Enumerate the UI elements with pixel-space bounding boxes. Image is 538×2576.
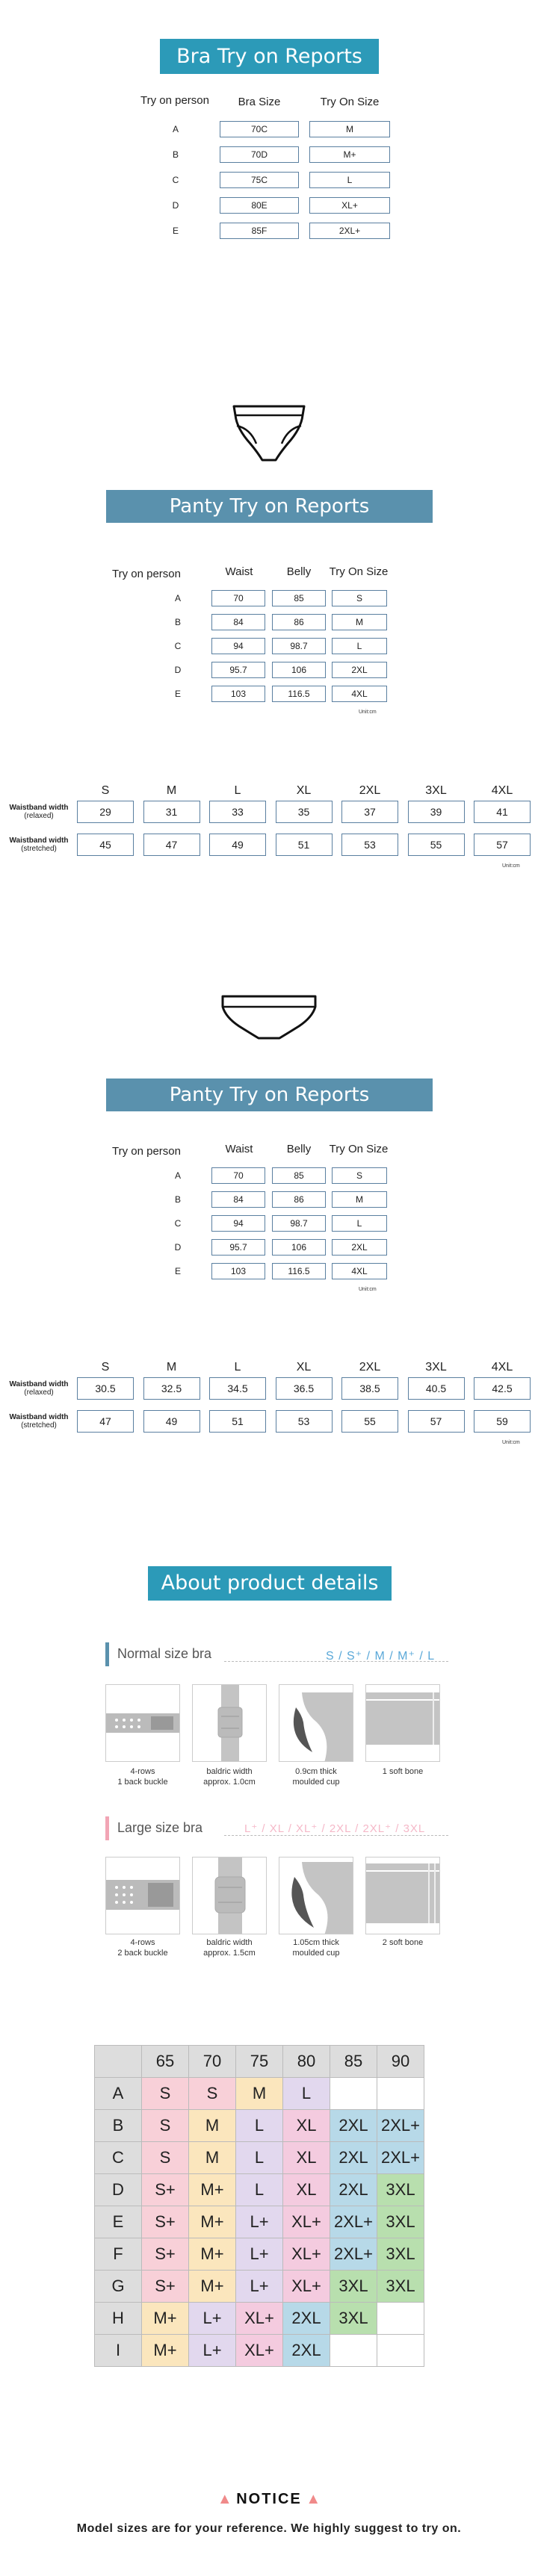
- size-grid-cell: XL: [283, 2142, 330, 2174]
- panty2-relaxed-cell: 34.5: [209, 1377, 266, 1400]
- size-grid-cell: M: [189, 2142, 236, 2174]
- size-grid-cell: 2XL+: [330, 2238, 377, 2271]
- size-grid-cell: L: [236, 2110, 283, 2142]
- size-grid-cell: M+: [142, 2303, 189, 2335]
- bra-size-cell: 75C: [220, 172, 299, 188]
- panty1-belly-cell: 85: [272, 590, 326, 606]
- size-grid-band-header: 85: [330, 2046, 377, 2078]
- panty2-header-person: Try on person: [112, 1145, 181, 1158]
- panty2-size-header: XL: [296, 1361, 312, 1374]
- panty1-stretched-cell: 45: [77, 834, 134, 856]
- panty1-belly-cell: 86: [272, 614, 326, 630]
- panty1-header-belly: Belly: [286, 565, 312, 578]
- panty2-stretched-cell: 47: [77, 1410, 134, 1433]
- large-soft-bone-image: [365, 1857, 440, 1934]
- panty1-try-on-cell: 4XL: [332, 686, 387, 702]
- size-grid-cell: XL+: [236, 2335, 283, 2367]
- panty2-unit-label-2: Unit:cm: [502, 1440, 520, 1445]
- large-bra-divider: [224, 1835, 448, 1836]
- normal-bra-accent-bar: [105, 1642, 109, 1666]
- large-caption-4: 2 soft bone: [382, 1938, 424, 1947]
- size-grid-row: [95, 2238, 424, 2271]
- bra-report-title: Bra Try on Reports: [176, 45, 362, 68]
- size-grid-cell: 3XL: [377, 2174, 424, 2206]
- size-grid-cell: L+: [189, 2335, 236, 2367]
- panty2-relaxed-cell: 36.5: [276, 1377, 333, 1400]
- panty1-waist-cell: 84: [211, 614, 265, 630]
- large-bra-accent-bar: [105, 1816, 109, 1840]
- size-grid-cell: L: [236, 2142, 283, 2174]
- bra-size-cell: 80E: [220, 197, 299, 214]
- normal-bra-sizes: S / S⁺ / M / M⁺ / L: [326, 1650, 436, 1663]
- size-grid-cell: S: [142, 2078, 189, 2110]
- panty2-waist-cell: 95.7: [211, 1239, 265, 1256]
- row-label-line: Waistband width: [9, 804, 69, 812]
- size-grid-cup-label: B: [95, 2110, 142, 2142]
- panty1-stretched-cell: 53: [341, 834, 398, 856]
- size-grid-cell: 2XL+: [330, 2206, 377, 2238]
- size-grid-cell: S: [142, 2110, 189, 2142]
- panty1-waist-cell: 94: [211, 638, 265, 654]
- brief-panty-icon: [228, 399, 310, 466]
- product-details-title: About product details: [161, 1571, 379, 1595]
- bra-person-label: A: [172, 124, 179, 134]
- row-label-line: (stretched): [21, 845, 57, 853]
- size-grid-cell: XL+: [283, 2206, 330, 2238]
- panty-report-title-2: Panty Try on Reports: [169, 1084, 370, 1106]
- size-grid-cell: XL+: [283, 2238, 330, 2271]
- panty2-try-on-cell: 2XL: [332, 1239, 387, 1256]
- size-grid-cup-label: F: [95, 2238, 142, 2271]
- row-label-line: Waistband width: [9, 837, 69, 845]
- panty2-person-label: C: [174, 1218, 182, 1229]
- panty1-waist-cell: 95.7: [211, 662, 265, 678]
- panty1-waist-cell: 70: [211, 590, 265, 606]
- size-grid-cell: [377, 2078, 424, 2110]
- row-label-line: Waistband width: [9, 1413, 69, 1421]
- panty2-size-header: 3XL: [425, 1361, 447, 1374]
- large-bra-label: Large size bra: [117, 1820, 203, 1835]
- warning-icon: ▲: [217, 2491, 232, 2507]
- bra-header-person: Try on person: [140, 94, 209, 107]
- normal-bra-label: Normal size bra: [117, 1646, 212, 1661]
- panty2-size-header: M: [166, 1361, 177, 1374]
- panty1-size-header: S: [101, 784, 110, 797]
- panty1-size-header: 3XL: [425, 784, 447, 797]
- row-label-line: (relaxed): [24, 812, 54, 820]
- panty2-relaxed-label: [3, 1380, 75, 1397]
- panty2-stretched-label: [3, 1413, 75, 1430]
- panty1-try-on-cell: M: [332, 614, 387, 630]
- size-grid-cell: M+: [142, 2335, 189, 2367]
- size-grid-cell: 2XL: [283, 2335, 330, 2367]
- panty2-waist-cell: 84: [211, 1191, 265, 1208]
- panty1-stretched-cell: 49: [209, 834, 266, 856]
- normal-back-buckle-image: [105, 1684, 180, 1762]
- size-grid-cell: [330, 2078, 377, 2110]
- panty2-relaxed-cell: 42.5: [474, 1377, 531, 1400]
- size-grid-cell: S+: [142, 2174, 189, 2206]
- panty1-size-header: 4XL: [491, 784, 513, 797]
- size-grid-row: [95, 2206, 424, 2238]
- panty2-person-label: D: [174, 1242, 182, 1253]
- panty2-belly-cell: 116.5: [272, 1263, 326, 1279]
- size-grid-cell: M: [189, 2110, 236, 2142]
- panty2-belly-cell: 86: [272, 1191, 326, 1208]
- size-grid-cell: L: [283, 2078, 330, 2110]
- notice-heading: [0, 2491, 538, 2508]
- bra-report-banner: [160, 39, 379, 74]
- panty2-stretched-cell: 57: [408, 1410, 465, 1433]
- size-grid-cell: L: [236, 2174, 283, 2206]
- panty1-stretched-cell: 55: [408, 834, 465, 856]
- size-grid-band-header: 90: [377, 2046, 424, 2078]
- size-grid-cup-label: G: [95, 2271, 142, 2303]
- panty2-size-header: 4XL: [491, 1361, 513, 1374]
- panty2-header-try-on-size: Try On Size: [329, 1143, 389, 1155]
- size-grid-cell: [330, 2335, 377, 2367]
- panty1-relaxed-cell: 29: [77, 801, 134, 823]
- size-grid-cup-label: C: [95, 2142, 142, 2174]
- panty1-size-header: L: [234, 784, 241, 797]
- panty1-size-header: 2XL: [359, 784, 381, 797]
- size-grid-cell: 2XL: [330, 2142, 377, 2174]
- boyshort-panty-icon: [217, 992, 321, 1043]
- row-label-line: (stretched): [21, 1421, 57, 1430]
- panty2-waist-cell: 103: [211, 1263, 265, 1279]
- panty2-person-label: E: [174, 1266, 181, 1276]
- panty1-relaxed-cell: 39: [408, 801, 465, 823]
- panty2-relaxed-cell: 32.5: [143, 1377, 200, 1400]
- panty2-stretched-cell: 51: [209, 1410, 266, 1433]
- panty2-try-on-cell: L: [332, 1215, 387, 1232]
- size-grid-cell: XL: [283, 2174, 330, 2206]
- bra-try-on-cell: XL+: [309, 197, 390, 214]
- notice-title: NOTICE: [236, 2491, 302, 2507]
- panty2-try-on-cell: M: [332, 1191, 387, 1208]
- panty2-stretched-cell: 53: [276, 1410, 333, 1433]
- bra-size-cell: 85F: [220, 223, 299, 239]
- size-grid-cup-label: H: [95, 2303, 142, 2335]
- panty2-header-waist: Waist: [225, 1143, 253, 1155]
- size-grid-row: [95, 2335, 424, 2367]
- panty1-stretched-cell: 57: [474, 834, 531, 856]
- size-grid-cell: M+: [189, 2271, 236, 2303]
- size-grid-corner: [95, 2046, 142, 2078]
- large-baldric-image: [192, 1857, 267, 1934]
- panty2-belly-cell: 85: [272, 1167, 326, 1184]
- panty2-stretched-cell: 49: [143, 1410, 200, 1433]
- product-details-banner: [148, 1566, 392, 1601]
- bra-size-grid: [94, 2045, 424, 2367]
- warning-icon: ▲: [306, 2491, 321, 2507]
- size-grid-cell: S+: [142, 2238, 189, 2271]
- size-grid-cell: M+: [189, 2174, 236, 2206]
- size-grid-cell: 3XL: [377, 2206, 424, 2238]
- panty1-belly-cell: 98.7: [272, 638, 326, 654]
- size-grid-cell: XL: [283, 2110, 330, 2142]
- bra-size-cell: 70C: [220, 121, 299, 137]
- size-grid-cell: XL+: [283, 2271, 330, 2303]
- normal-caption-4: 1 soft bone: [382, 1767, 424, 1776]
- panty2-stretched-cell: 59: [474, 1410, 531, 1433]
- size-grid-cell: 3XL: [330, 2271, 377, 2303]
- bra-header-bra-size: Bra Size: [238, 96, 281, 108]
- bra-size-cell: 70D: [220, 146, 299, 163]
- size-grid-row: [95, 2303, 424, 2335]
- size-grid-band-header: 65: [142, 2046, 189, 2078]
- panty1-stretched-cell: 51: [276, 834, 333, 856]
- large-caption-1: 4-rows 2 back buckle: [117, 1938, 168, 1958]
- bra-try-on-cell: M+: [309, 146, 390, 163]
- panty1-unit-label-2: Unit:cm: [502, 863, 520, 869]
- panty2-person-label: B: [174, 1194, 181, 1205]
- bra-header-try-on-size: Try On Size: [320, 96, 380, 108]
- normal-caption-1: 4-rows 1 back buckle: [117, 1767, 168, 1787]
- normal-soft-bone-image: [365, 1684, 440, 1762]
- normal-caption-2: baldric width approx. 1.0cm: [203, 1767, 256, 1787]
- size-grid-cell: 3XL: [377, 2238, 424, 2271]
- panty1-person-label: D: [174, 665, 182, 675]
- panty1-relaxed-cell: 35: [276, 801, 333, 823]
- panty2-header-belly: Belly: [286, 1143, 312, 1155]
- panty1-person-label: A: [174, 593, 181, 603]
- panty1-size-header: XL: [296, 784, 312, 797]
- row-label-line: (relaxed): [24, 1388, 54, 1397]
- panty2-waist-cell: 70: [211, 1167, 265, 1184]
- size-grid-band-header: 70: [189, 2046, 236, 2078]
- panty1-stretched-label: [3, 837, 75, 853]
- panty2-waist-cell: 94: [211, 1215, 265, 1232]
- panty2-size-header: S: [101, 1361, 110, 1374]
- size-grid-cup-label: D: [95, 2174, 142, 2206]
- size-grid-band-header: 75: [236, 2046, 283, 2078]
- large-back-buckle-image: [105, 1857, 180, 1934]
- size-grid-cell: [377, 2303, 424, 2335]
- normal-moulded-cup-image: [279, 1684, 353, 1762]
- size-grid-cell: L+: [189, 2303, 236, 2335]
- normal-caption-3: 0.9cm thick moulded cup: [292, 1767, 340, 1787]
- panty-report-banner-2: [106, 1078, 433, 1111]
- size-grid-cell: M+: [189, 2238, 236, 2271]
- panty1-size-header: M: [166, 784, 177, 797]
- large-caption-3: 1.05cm thick moulded cup: [292, 1938, 340, 1958]
- notice-text: Model sizes are for your reference. We highly suggest to try on.: [76, 2522, 462, 2535]
- panty2-try-on-cell: 4XL: [332, 1263, 387, 1279]
- size-grid-cup-label: E: [95, 2206, 142, 2238]
- panty1-header-waist: Waist: [225, 565, 253, 578]
- panty1-relaxed-cell: 41: [474, 801, 531, 823]
- panty1-stretched-cell: 47: [143, 834, 200, 856]
- panty1-relaxed-cell: 37: [341, 801, 398, 823]
- panty1-relaxed-label: [3, 804, 75, 820]
- large-caption-2: baldric width approx. 1.5cm: [203, 1938, 256, 1958]
- size-grid-cell: S+: [142, 2271, 189, 2303]
- size-grid-cell: L+: [236, 2206, 283, 2238]
- size-grid-cell: 2XL: [330, 2174, 377, 2206]
- size-grid-row: [95, 2174, 424, 2206]
- bra-person-label: C: [172, 175, 179, 185]
- panty2-size-header: L: [234, 1361, 241, 1374]
- bra-try-on-cell: L: [309, 172, 390, 188]
- panty1-belly-cell: 106: [272, 662, 326, 678]
- size-grid-row: [95, 2142, 424, 2174]
- size-grid-row: [95, 2078, 424, 2110]
- size-grid-cell: S: [142, 2142, 189, 2174]
- size-grid-cell: XL+: [236, 2303, 283, 2335]
- panty2-stretched-cell: 55: [341, 1410, 398, 1433]
- bra-person-label: E: [172, 226, 179, 236]
- size-grid-cell: L+: [236, 2238, 283, 2271]
- size-grid-cell: L+: [236, 2271, 283, 2303]
- panty1-try-on-cell: 2XL: [332, 662, 387, 678]
- size-grid-cell: 2XL: [283, 2303, 330, 2335]
- panty2-relaxed-cell: 40.5: [408, 1377, 465, 1400]
- size-grid-cell: 3XL: [330, 2303, 377, 2335]
- size-grid-cell: [377, 2335, 424, 2367]
- large-moulded-cup-image: [279, 1857, 353, 1934]
- panty1-relaxed-cell: 31: [143, 801, 200, 823]
- panty2-unit-label: Unit:cm: [359, 1287, 377, 1292]
- size-grid-cell: S+: [142, 2206, 189, 2238]
- panty1-waist-cell: 103: [211, 686, 265, 702]
- size-grid-cell: 2XL+: [377, 2110, 424, 2142]
- size-grid-cell: M: [236, 2078, 283, 2110]
- panty1-header-person: Try on person: [112, 568, 181, 580]
- panty2-relaxed-cell: 38.5: [341, 1377, 398, 1400]
- size-grid-cell: M+: [189, 2206, 236, 2238]
- size-grid-cup-label: I: [95, 2335, 142, 2367]
- bra-person-label: D: [172, 200, 179, 211]
- panty1-header-try-on-size: Try On Size: [329, 565, 389, 578]
- size-grid-cell: 3XL: [377, 2271, 424, 2303]
- size-grid-header-row: [95, 2046, 424, 2078]
- panty1-relaxed-cell: 33: [209, 801, 266, 823]
- panty2-belly-cell: 106: [272, 1239, 326, 1256]
- size-grid-cup-label: A: [95, 2078, 142, 2110]
- normal-baldric-image: [192, 1684, 267, 1762]
- size-grid-row: [95, 2271, 424, 2303]
- panty2-try-on-cell: S: [332, 1167, 387, 1184]
- panty2-relaxed-cell: 30.5: [77, 1377, 134, 1400]
- size-grid-cell: 2XL: [330, 2110, 377, 2142]
- size-grid-cell: S: [189, 2078, 236, 2110]
- size-grid-row: [95, 2110, 424, 2142]
- panty1-try-on-cell: L: [332, 638, 387, 654]
- panty2-belly-cell: 98.7: [272, 1215, 326, 1232]
- size-grid-band-header: 80: [283, 2046, 330, 2078]
- panty1-unit-label: Unit:cm: [359, 710, 377, 715]
- panty2-person-label: A: [174, 1170, 181, 1181]
- panty1-try-on-cell: S: [332, 590, 387, 606]
- panty1-person-label: B: [174, 617, 181, 627]
- panty-report-banner-1: [106, 490, 433, 523]
- panty1-person-label: E: [174, 689, 181, 699]
- bra-try-on-cell: 2XL+: [309, 223, 390, 239]
- size-grid-cell: 2XL+: [377, 2142, 424, 2174]
- bra-try-on-cell: M: [309, 121, 390, 137]
- bra-person-label: B: [172, 149, 179, 160]
- panty2-size-header: 2XL: [359, 1361, 381, 1374]
- panty1-person-label: C: [174, 641, 182, 651]
- large-bra-sizes: L⁺ / XL / XL⁺ / 2XL / 2XL⁺ / 3XL: [244, 1822, 426, 1835]
- row-label-line: Waistband width: [9, 1380, 69, 1388]
- panty-report-title-1: Panty Try on Reports: [169, 495, 370, 518]
- panty1-belly-cell: 116.5: [272, 686, 326, 702]
